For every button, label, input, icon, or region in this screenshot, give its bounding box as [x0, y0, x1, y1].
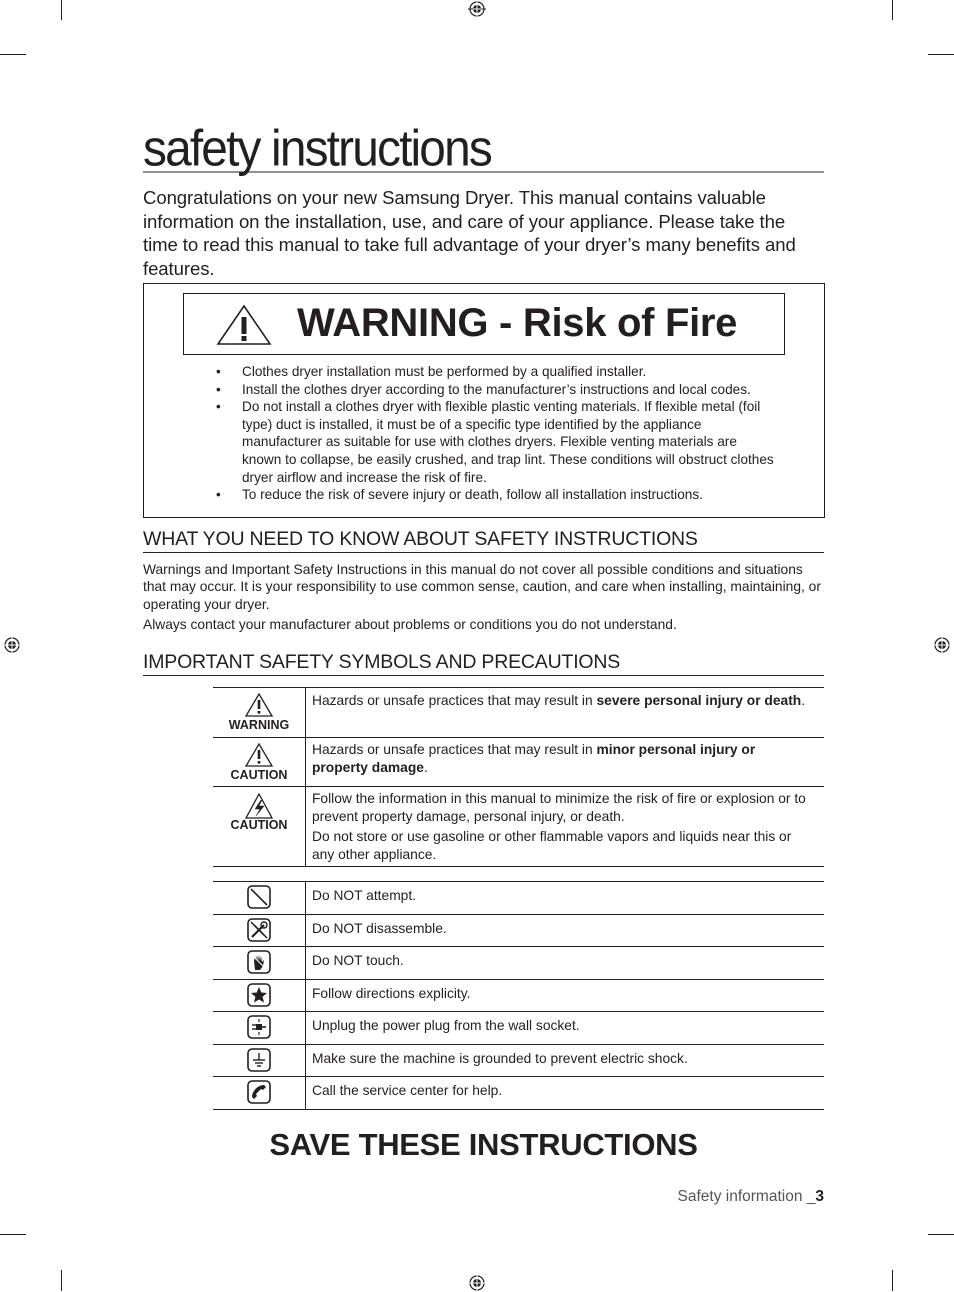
- icon-cell: [213, 914, 306, 947]
- icon-description: Do NOT disassemble.: [306, 914, 825, 947]
- table-row: [213, 688, 824, 738]
- page-title: safety instructions: [143, 123, 824, 173]
- list-item: • Clothes dryer installation must be performed by a qualified installer.: [216, 363, 776, 381]
- symbol-cell: [213, 738, 306, 787]
- crop-mark: [0, 1234, 26, 1235]
- symbol-description: Follow the information in this manual to minimize the risk of fire or explosion or to prevent property damage, personal injury, or death. Do not store or use gasoline or other flammable vapors and liquids near this or any other appliance.: [306, 787, 825, 867]
- icon-cell: [213, 1077, 306, 1110]
- hazard-symbols-table: [213, 687, 824, 867]
- table-row: [213, 787, 824, 867]
- crop-mark: [61, 1270, 62, 1291]
- table-row: [213, 1077, 824, 1110]
- phone-icon: [247, 1080, 271, 1104]
- icon-cell: [213, 1044, 306, 1077]
- ground-icon: [247, 1048, 271, 1072]
- fire-hazard-icon: [245, 793, 273, 819]
- section-paragraph: Always contact your manufacturer about problems or conditions you do not understand.: [143, 617, 677, 632]
- symbol-description: Hazards or unsafe practices that may result in severe personal injury or death.: [306, 688, 825, 738]
- table-row: [213, 882, 824, 915]
- intro-paragraph: Congratulations on your new Samsung Dryer. This manual contains valuable information on the installation, use, and care of your appliance. Please take the time to read this manual to take full advantage of your dryer’s many benefits and features.: [143, 187, 796, 279]
- section-heading: WHAT YOU NEED TO KNOW ABOUT SAFETY INSTRUCTIONS: [143, 527, 824, 553]
- symbol-cell: [213, 787, 306, 867]
- warning-heading-box: [183, 293, 785, 355]
- symbol-label: CAUTION: [230, 767, 288, 782]
- icon-cell: [213, 882, 306, 915]
- table-row: [213, 1012, 824, 1045]
- registration-mark-icon: [933, 636, 951, 654]
- crop-mark: [0, 54, 26, 55]
- page-footer: Safety information _3: [677, 1188, 824, 1205]
- table-row: [213, 738, 824, 787]
- crop-mark: [928, 1234, 954, 1235]
- warning-triangle-icon: [245, 693, 273, 717]
- prohibited-icon: [247, 885, 271, 909]
- symbol-description: Hazards or unsafe practices that may result in minor personal injury or property damage.: [306, 738, 825, 787]
- icon-cell: [213, 947, 306, 980]
- icon-cell: [213, 979, 306, 1012]
- page-number: 3: [815, 1188, 824, 1205]
- section-heading: IMPORTANT SAFETY SYMBOLS AND PRECAUTIONS: [143, 650, 824, 676]
- table-row: [213, 979, 824, 1012]
- caution-triangle-icon: [245, 743, 273, 767]
- icon-cell: [213, 1012, 306, 1045]
- no-disassemble-icon: [247, 918, 271, 942]
- symbol-cell: [213, 688, 306, 738]
- crop-mark: [892, 1270, 893, 1291]
- action-icons-table: [213, 881, 824, 1110]
- icon-description: Follow directions explicity.: [306, 979, 825, 1012]
- table-row: [213, 1044, 824, 1077]
- warning-bullet-list: [216, 363, 776, 504]
- registration-mark-icon: [3, 636, 21, 654]
- unplug-icon: [247, 1015, 271, 1039]
- icon-description: Make sure the machine is grounded to prevent electric shock.: [306, 1044, 825, 1077]
- section-paragraph: Warnings and Important Safety Instructions in this manual do not cover all possible conditions and situations that may occur. It is your responsibility to use common sense, caution, and care when installing, maintaining, or operating your dryer.: [143, 562, 821, 612]
- table-row: [213, 914, 824, 947]
- crop-mark: [892, 0, 893, 20]
- save-instructions-heading: SAVE THESE INSTRUCTIONS: [269, 1127, 698, 1162]
- no-touch-icon: [247, 950, 271, 974]
- icon-description: Unplug the power plug from the wall socket.: [306, 1012, 825, 1045]
- fire-warning-box: [143, 283, 825, 518]
- crop-mark: [61, 0, 62, 20]
- icon-description: Do NOT touch.: [306, 947, 825, 980]
- warning-heading: WARNING - Risk of Fire: [297, 301, 738, 345]
- symbol-label: CAUTION: [230, 817, 288, 832]
- icon-description: Call the service center for help.: [306, 1077, 825, 1110]
- registration-mark-icon: [468, 1274, 486, 1292]
- list-item: • To reduce the risk of severe injury or death, follow all installation instructions.: [216, 486, 776, 504]
- crop-mark: [928, 54, 954, 55]
- icon-description: Do NOT attempt.: [306, 882, 825, 915]
- list-item: • Do not install a clothes dryer with flexible plastic venting materials. If flexible metal (foil type) duct is installed, it must be of a specific type identified by the appliance manufacturer as suitable for use with clothes dryers. Flexible venting materials are known to collapse, be easily crushed, and trap lint. These conditions will obstruct clothes dryer airflow and increase the risk of fire.: [216, 398, 776, 486]
- registration-mark-icon: [468, 0, 486, 18]
- warning-triangle-icon: [216, 304, 272, 346]
- list-item: • Install the clothes dryer according to the manufacturer’s instructions and local codes.: [216, 381, 776, 399]
- symbol-label: WARNING: [228, 717, 290, 732]
- table-row: [213, 947, 824, 980]
- follow-directions-icon: [247, 983, 271, 1007]
